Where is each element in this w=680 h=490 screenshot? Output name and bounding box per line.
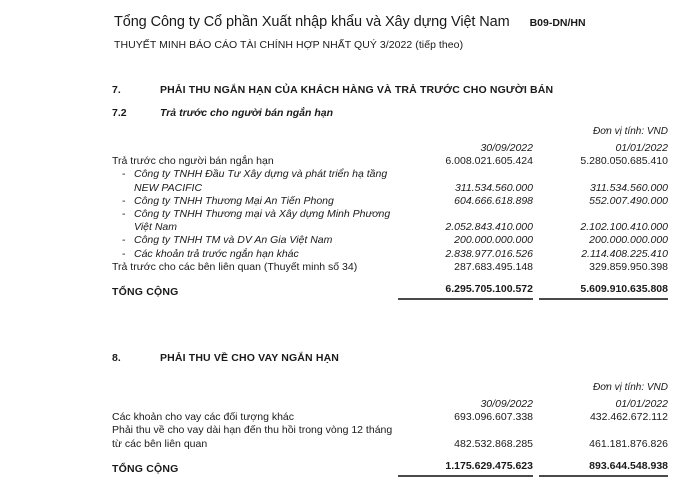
table-header-row	[112, 142, 668, 155]
row-value-1: 693.096.607.338	[454, 411, 533, 424]
table-row	[112, 411, 668, 424]
table-header-row	[112, 398, 668, 411]
bullet-dash-icon: -	[122, 194, 126, 207]
row-label-text: Công ty TNHH Đầu Tư Xây dựng và phát triển hạ tầng NEW PACIFIC	[134, 168, 388, 194]
row-label-text: Trả trước cho người bán ngắn hạn	[112, 155, 274, 168]
row-value-2: 2.114.408.225.410	[581, 247, 668, 260]
bullet-dash-icon: -	[122, 168, 126, 181]
bullet-dash-icon: -	[122, 247, 126, 260]
row-value-1: 482.532.868.285	[454, 437, 533, 450]
subsection-7-2-number: 7.2	[112, 107, 127, 119]
row-label	[112, 234, 398, 247]
row-value-1: 6.008.021.605.424	[445, 155, 533, 168]
report-title: THUYẾT MINH BÁO CÁO TÀI CHÍNH HỢP NHẤT QUÝ 3/2022 (tiếp theo)	[114, 39, 464, 51]
column-header-date-1: 30/09/2022	[480, 398, 533, 410]
total-label-cell	[112, 456, 398, 476]
column-header-label	[112, 142, 398, 155]
row-value-2: 2.102.100.410.000	[580, 221, 668, 234]
total-value-1: 1.175.629.475.623	[398, 456, 533, 476]
row-label-text: Công ty TNHH Thương Mại An Tiến Phong	[134, 194, 334, 207]
table-row	[112, 155, 668, 168]
row-label-text: Các khoản trả trước ngắn hạn khác	[134, 247, 299, 260]
form-code: B09-DN/HN	[529, 17, 586, 29]
row-label-text: Phải thu về cho vay dài hạn đến thu hồi trong vòng 12 tháng từ các bên liên quan	[112, 424, 393, 450]
section-8-title: PHẢI THU VỀ CHO VAY NGẮN HẠN	[160, 352, 340, 364]
unit-label-section-8: Đơn vị tính: VND	[593, 382, 668, 393]
table-row	[112, 261, 668, 274]
section-8-number: 8.	[112, 352, 121, 364]
total-row	[112, 456, 668, 476]
subsection-7-2-title: Trả trước cho người bán ngắn hạn	[160, 107, 333, 119]
row-value-2: 5.280.050.685.410	[580, 155, 668, 168]
row-value-2: 432.462.672.112	[589, 411, 668, 424]
table-section-8	[112, 398, 668, 477]
company-name: Tổng Công ty Cổ phần Xuất nhập khẩu và Xây dựng Việt Nam	[114, 14, 510, 30]
column-header-date-1: 30/09/2022	[480, 142, 533, 154]
section-7-title: PHẢI THU NGẮN HẠN CỦA KHÁCH HÀNG VÀ TRẢ TRƯỚC CHO NGƯỜI BÁN	[160, 84, 554, 96]
total-label: TỔNG CỘNG	[112, 462, 179, 475]
row-value-2: 200.000.000.000	[589, 234, 668, 247]
table-row	[112, 168, 668, 194]
row-label	[112, 208, 398, 234]
total-label: TỔNG CỘNG	[112, 286, 179, 299]
unit-label-section-7: Đơn vị tính: VND	[593, 126, 668, 137]
document-header	[0, 14, 680, 51]
section-7	[0, 84, 680, 300]
row-label	[112, 195, 398, 208]
total-row	[112, 279, 668, 299]
bullet-dash-icon: -	[122, 234, 126, 247]
column-header-label	[112, 398, 398, 411]
table-row	[112, 234, 668, 247]
row-value-1: 287.683.495.148	[454, 260, 533, 273]
row-label	[112, 424, 398, 450]
row-label	[112, 261, 398, 274]
row-label-text: Công ty TNHH Thương mại và Xây dựng Minh Phương Việt Nam	[134, 208, 391, 234]
table-row	[112, 248, 668, 261]
section-8-heading	[0, 352, 680, 364]
row-label	[112, 155, 398, 168]
row-value-1: 604.666.618.898	[454, 194, 533, 207]
total-label-cell	[112, 279, 398, 299]
row-value-1: 2.052.843.410.000	[445, 221, 533, 234]
table-row	[112, 195, 668, 208]
total-value-2: 5.609.910.635.808	[539, 279, 668, 299]
subsection-7-2-heading	[0, 107, 680, 119]
row-value-2: 552.007.490.000	[589, 194, 668, 207]
section-7-heading	[0, 84, 680, 96]
row-value-1: 200.000.000.000	[454, 234, 533, 247]
row-label-text: Công ty TNHH TM và DV An Gia Việt Nam	[134, 234, 333, 247]
total-value-1: 6.295.705.100.572	[398, 279, 533, 299]
table-row	[112, 208, 668, 234]
row-value-1: 2.838.977.016.526	[445, 247, 533, 260]
row-label-text: Các khoản cho vay các đối tượng khác	[112, 411, 295, 424]
row-label-text: Trả trước cho các bên liên quan (Thuyết minh số 34)	[112, 260, 358, 273]
row-label	[112, 411, 398, 424]
row-label	[112, 168, 398, 194]
row-value-2: 329.859.950.398	[589, 260, 668, 273]
company-row	[0, 14, 680, 30]
total-value-2: 893.644.548.938	[539, 456, 668, 476]
column-header-date-2: 01/01/2022	[615, 142, 668, 154]
row-value-2: 311.534.560.000	[589, 181, 668, 194]
column-header-date-2: 01/01/2022	[615, 398, 668, 410]
bullet-dash-icon: -	[122, 208, 126, 221]
row-value-2: 461.181.876.826	[589, 437, 668, 450]
table-section-7	[112, 142, 668, 300]
table-row	[112, 424, 668, 450]
section-7-number: 7.	[112, 84, 121, 96]
section-8	[0, 352, 680, 477]
row-value-1: 311.534.560.000	[454, 181, 533, 194]
row-label	[112, 248, 398, 261]
